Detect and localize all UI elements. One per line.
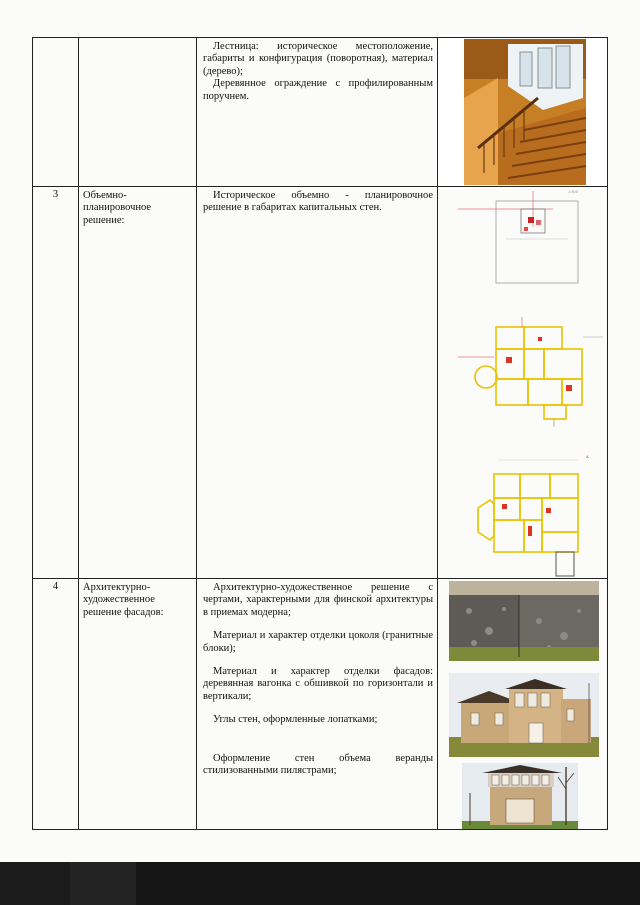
veranda-photo [462,763,578,830]
object-table [32,37,608,830]
row-images [438,38,608,187]
row-number: 3 [33,187,79,579]
site-plan [438,187,608,297]
svg-text:A: A [586,454,589,459]
description-paragraph: Историческое объемно - планировочное решение в габаритах капитальных стен. [203,190,433,214]
row-images [438,187,608,579]
description-paragraph: Лестница: историческое местоположение, габариты и конфигурация (поворотная), материал (дерево); [203,41,433,77]
granite-plinth-photo [449,581,599,661]
staircase-photo [438,38,608,187]
description-paragraph: Деревянное ограждение с профилированным поручнем. [203,78,433,102]
row-name: Архитектурно-художественное решение фасадов: [79,579,197,830]
row-number: 4 [33,579,79,830]
row-description [197,38,438,187]
row-number [33,38,79,187]
floor-plan-1 [438,307,608,427]
row-name [79,38,197,187]
row-name: Объемно-планировочное решение: [79,187,197,579]
floor-plan-2 [438,452,608,577]
row-description [197,579,438,830]
description-paragraph: Архитектурно-художественное решение с чертами, характерными для финской архитектуры в приемах модерна; [203,582,433,618]
facade-photo [449,673,599,757]
svg-text:1:500: 1:500 [568,189,579,194]
description-paragraph: Углы стен, оформленные лопатками; [213,714,378,726]
description-paragraph: Материал и характер отделки фасадов: деревянная вагонка с обшивкой по горизонтали и вертикали; [203,666,433,702]
scan-bottom-edge [0,862,640,905]
row-images [438,579,608,830]
description-paragraph: Оформление стен объема веранды стилизованными пилястрами; [203,752,433,777]
scan-edge-segment [136,862,640,905]
description-paragraph: Материал и характер отделки цоколя (гранитные блоки); [203,630,433,654]
row-description [197,187,438,579]
scan-edge-segment [70,862,136,905]
